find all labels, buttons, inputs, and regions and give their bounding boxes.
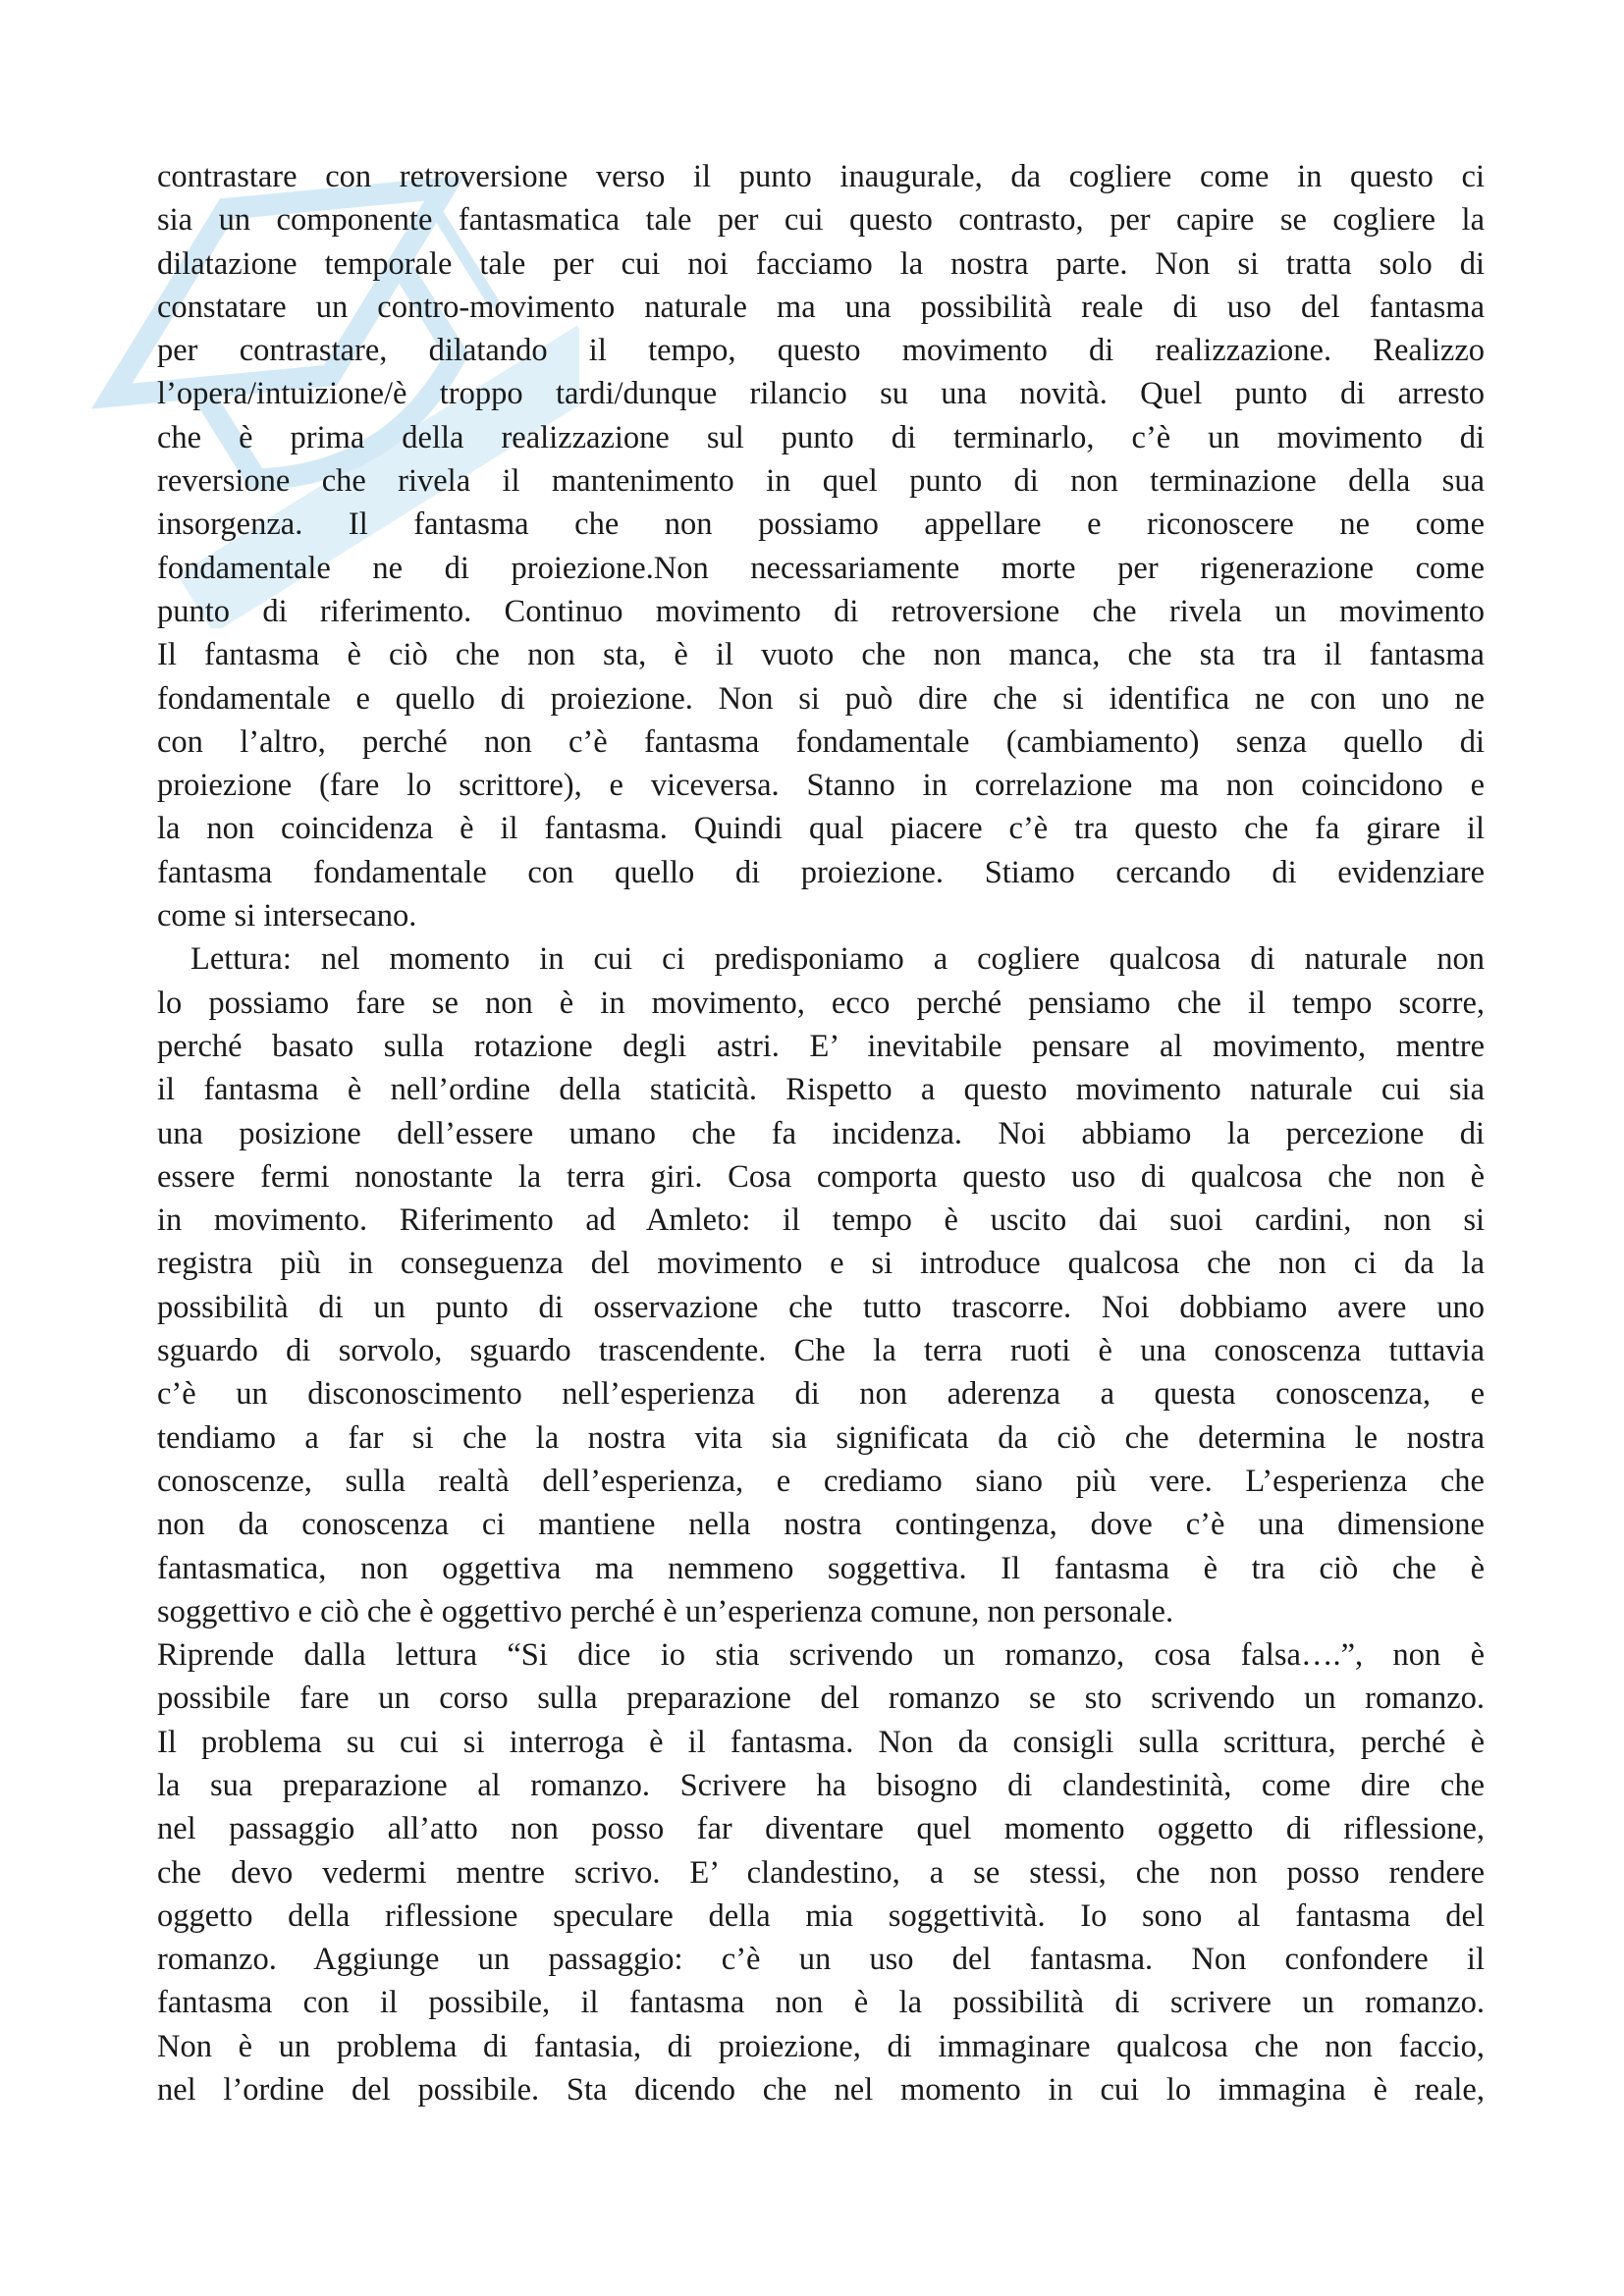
text-line: l’opera/intuizione/è troppo tardi/dunque rilancio su una novità. Quel punto di arresto <box>157 376 1485 412</box>
text-line: fantasmatica, non oggettiva ma nemmeno soggettiva. Il fantasma è tra ciò che è <box>157 1550 1485 1586</box>
text-line: essere fermi nonostante la terra giri. Cosa comporta questo uso di qualcosa che non è <box>157 1158 1485 1195</box>
text-line: Lettura: nel momento in cui ci predisponiamo a cogliere qualcosa di naturale non <box>190 941 1485 978</box>
text-line: in movimento. Riferimento ad Amleto: il tempo è uscito dai suoi cardini, non si <box>157 1202 1485 1239</box>
text-line: lo possiamo fare se non è in movimento, ecco perché pensiamo che il tempo scorre, <box>157 985 1485 1021</box>
text-line: perché basato sulla rotazione degli astri. E’ inevitabile pensare al movimento, mentre <box>157 1028 1485 1064</box>
text-line: Il fantasma è ciò che non sta, è il vuoto che non manca, che sta tra il fantasma <box>157 637 1485 673</box>
text-line: fondamentale e quello di proiezione. Non si può dire che si identifica ne con uno ne <box>157 680 1485 717</box>
text-line: che devo vedermi mentre scrivo. E’ clandestino, a se stessi, che non posso rendere <box>157 1854 1485 1891</box>
text-line: una posizione dell’essere umano che fa incidenza. Noi abbiamo la percezione di <box>157 1115 1485 1151</box>
text-line: Il problema su cui si interroga è il fantasma. Non da consigli sulla scrittura, perché è <box>157 1724 1485 1760</box>
text-line: insorgenza. Il fantasma che non possiamo appellare e riconoscere ne come <box>157 507 1485 543</box>
text-line: sia un componente fantasmatica tale per cui questo contrasto, per capire se cogliere la <box>157 202 1485 239</box>
text-line: constatare un contro-movimento naturale ma una possibilità reale di uso del fantasma <box>157 289 1485 325</box>
text-line: c’è un disconoscimento nell’esperienza di non aderenza a questa conoscenza, e <box>157 1376 1485 1413</box>
text-line: possibile fare un corso sulla preparazione del romanzo se sto scrivendo un romanzo. <box>157 1681 1485 1717</box>
text-line: la non coincidenza è il fantasma. Quindi qual piacere c’è tra questo che fa girare il <box>157 811 1485 847</box>
text-line: con l’altro, perché non c’è fantasma fondamentale (cambiamento) senza quello di <box>157 723 1485 760</box>
text-line: fantasma fondamentale con quello di proiezione. Stiamo cercando di evidenziare <box>157 854 1485 890</box>
text-line: per contrastare, dilatando il tempo, questo movimento di realizzazione. Realizzo <box>157 333 1485 369</box>
text-line: non da conoscenza ci mantiene nella nostra contingenza, dove c’è una dimensione <box>157 1507 1485 1543</box>
text-line: proiezione (fare lo scrittore), e viceversa. Stanno in correlazione ma non coincidono e <box>157 768 1485 804</box>
text-line: conoscenze, sulla realtà dell’esperienza, e crediamo siano più vere. L’esperienza che <box>157 1463 1485 1499</box>
text-line: dilatazione temporale tale per cui noi facciamo la nostra parte. Non si tratta solo di <box>157 245 1485 282</box>
text-line: nel l’ordine del possibile. Sta dicendo che nel momento in cui lo immagina è reale, <box>157 2072 1485 2109</box>
text-line: oggetto della riflessione speculare della mia soggettività. Io sono al fantasma del <box>157 1897 1485 1934</box>
text-line: nel passaggio all’atto non posso far diventare quel momento oggetto di riflessione, <box>157 1811 1485 1847</box>
text-line: Non è un problema di fantasia, di proiezione, di immaginare qualcosa che non faccio, <box>157 2028 1485 2064</box>
text-line: fondamentale ne di proiezione.Non necessariamente morte per rigenerazione come <box>157 550 1485 586</box>
text-line: soggettivo e ciò che è oggettivo perché è un’esperienza comune, non personale. <box>157 1593 1174 1629</box>
text-line: il fantasma è nell’ordine della staticità. Rispetto a questo movimento naturale cui sia <box>157 1072 1485 1108</box>
text-line: la sua preparazione al romanzo. Scrivere ha bisogno di clandestinità, come dire che <box>157 1767 1485 1803</box>
text-line: reversione che rivela il mantenimento in quel punto di non terminazione della sua <box>157 463 1485 500</box>
text-line: sguardo di sorvolo, sguardo trascendente. Che la terra ruoti è una conoscenza tuttavia <box>157 1333 1485 1369</box>
text-line: come si intersecano. <box>157 898 417 934</box>
text-line: registra più in conseguenza del movimento e si introduce qualcosa che non ci da la <box>157 1246 1485 1282</box>
text-line: punto di riferimento. Continuo movimento di retroversione che rivela un movimento <box>157 593 1485 629</box>
text-line: Riprende dalla lettura “Si dice io stia scrivendo un romanzo, cosa falsa….”, non è <box>157 1637 1485 1674</box>
text-line: che è prima della realizzazione sul punto di terminarlo, c’è un movimento di <box>157 419 1485 455</box>
text-line: fantasma con il possibile, il fantasma non è la possibilità di scrivere un romanzo. <box>157 1985 1485 2021</box>
text-line: romanzo. Aggiunge un passaggio: c’è un uso del fantasma. Non confondere il <box>157 1942 1485 1978</box>
document-text <box>157 155 1485 2111</box>
text-line: tendiamo a far si che la nostra vita sia significata da ciò che determina le nostra <box>157 1419 1485 1456</box>
text-line: contrastare con retroversione verso il punto inaugurale, da cogliere come in questo ci <box>157 159 1485 194</box>
text-line: possibilità di un punto di osservazione che tutto trascorre. Noi dobbiamo avere uno <box>157 1289 1485 1325</box>
